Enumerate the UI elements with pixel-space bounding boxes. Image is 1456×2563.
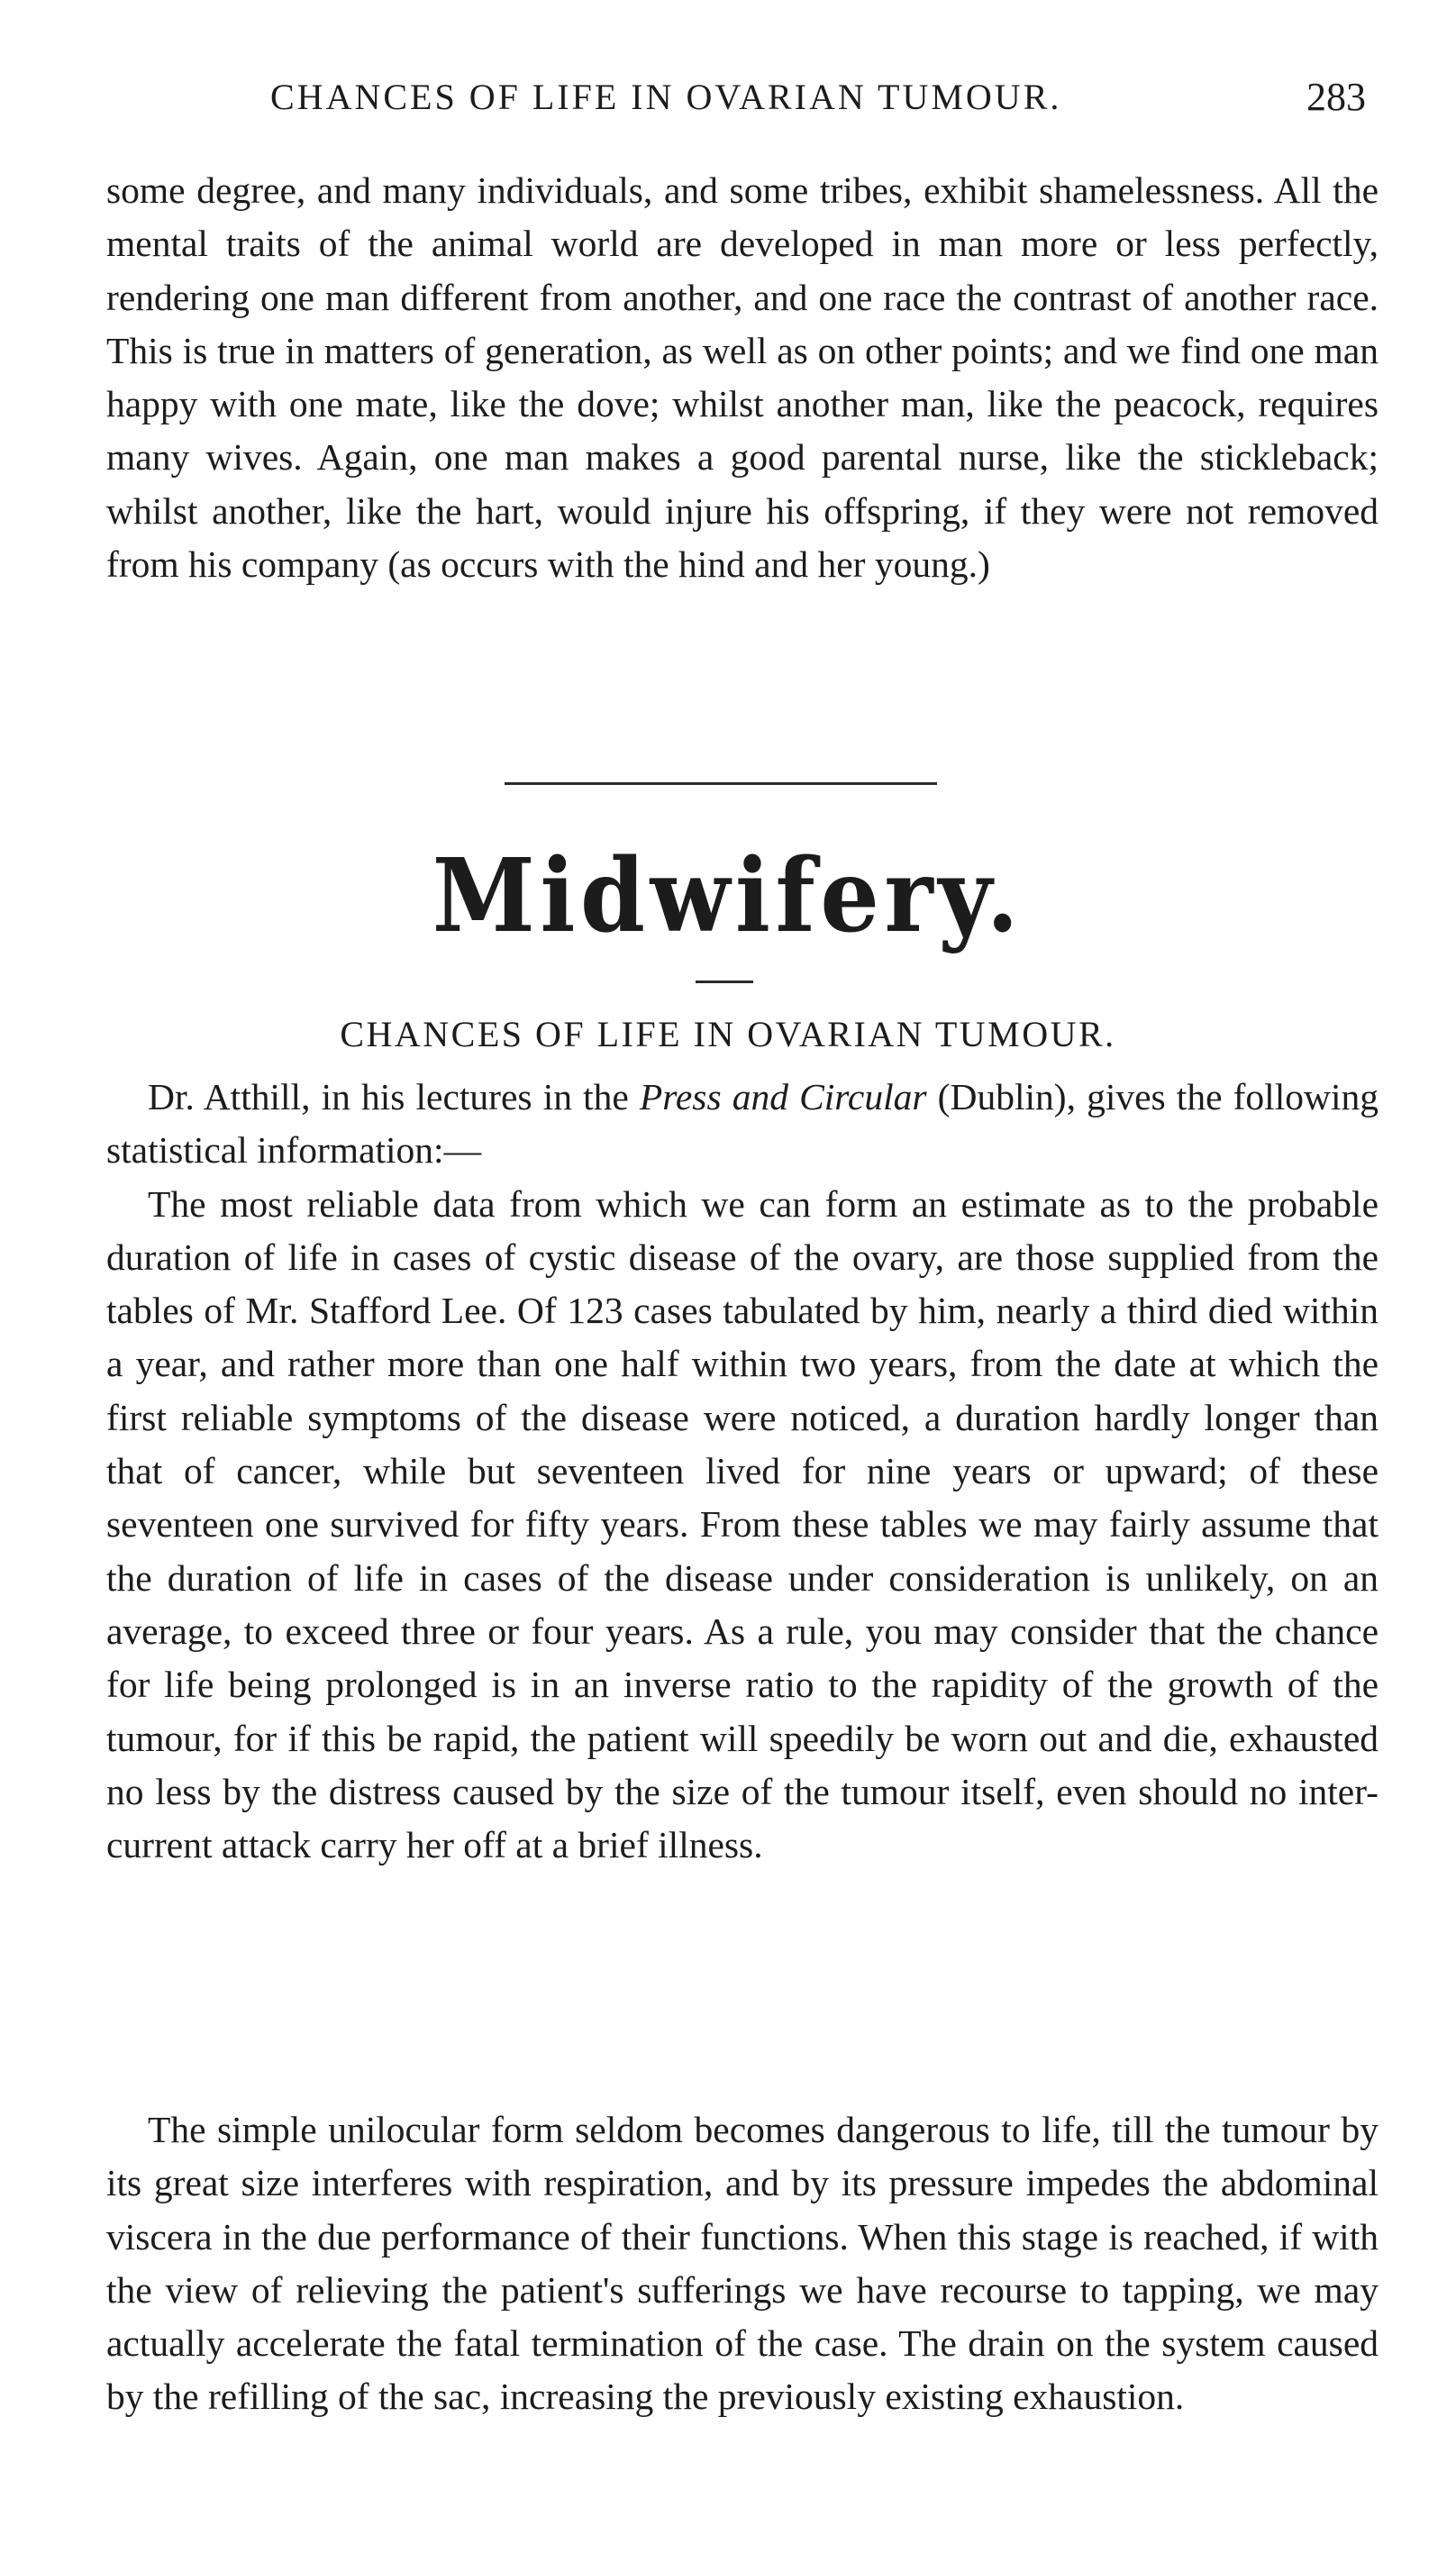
section-divider-top: [505, 782, 937, 785]
intro-paragraph-block: [106, 164, 1379, 591]
page-number: 283: [1306, 75, 1366, 119]
article-paragraph-3: The simple unilocular form seldom becomes dangerous to life, till the tumour by its great size interferes with respiration, and by its pressure impedes the abdominal viscera in the due performance of their functions. When this stage is reached, if with the view of relieving the patient's sufferings we have recourse to tapping, we may actually accelerate the fatal termination of the case. The drain on the system caused by the refilling of the sac, increasing the previously existing exhaustion.: [106, 2109, 1379, 2418]
paragraph-1-lead: Dr. Atthill, in his lectures in the: [148, 1076, 640, 1117]
section-divider-bottom: [696, 981, 753, 983]
article-paragraph-2: The most reliable data from which we can form an estimate as to the probable duration of life in cases of cystic disease of the ovary, are those supplied from the tables of Mr. Stafford Lee. Of 123 cases tabulated by him, nearly a third died within a year, and rather more than one half within two years, from the date at which the first reliable symptoms of the disease were noticed, a duration hardly longer than that of cancer, while but seventeen lived for nine years or upward; of these seventeen one survived for fifty years. From these tables we may fairly assume that the duration of life in cases of the disease under consideration is unlikely, on an average, to exceed three or four years. As a rule, you may consider that the chance for life being prolonged is in an inverse ratio to the rapidity of the growth of the tumour, for if this be rapid, the patient will speedily be worn out and die, exhausted no less by the distress caused by the size of the tumour itself, even should no inter-current attack carry her off at a brief illness.: [106, 1182, 1379, 1866]
section-heading: Midwifery.: [432, 837, 1024, 955]
running-head: [108, 70, 1366, 124]
paragraph-1-tail: (Dublin), gives the following statistical information:—: [106, 1076, 1379, 1172]
article-title: CHANCES OF LIFE IN OVARIAN TUMOUR.: [340, 1014, 1116, 1054]
intro-paragraph: some degree, and many individuals, and some tribes, exhibit shamelessness. All the mental traits of the animal world are developed in man more or less perfectly, rendering one man different from another, and one race the contrast of another race. This is true in matters of generation, as well as on other points; and we find one man happy with one mate, like the dove; whilst another man, like the peacock, requires many wives. Again, one man makes a good parental nurse, like the stickleback; whilst another, like the hart, would injure his offspring, if they were not removed from his company (as occurs with the hind and her young.): [106, 169, 1379, 586]
article-body-continued: [106, 2103, 1379, 2424]
running-title: CHANCES OF LIFE IN OVARIAN TUMOUR.: [270, 77, 1062, 117]
article-body: [106, 1071, 1379, 1872]
article-paragraph-1: [106, 1071, 1379, 1178]
journal-name: Press and Circular: [639, 1076, 927, 1117]
